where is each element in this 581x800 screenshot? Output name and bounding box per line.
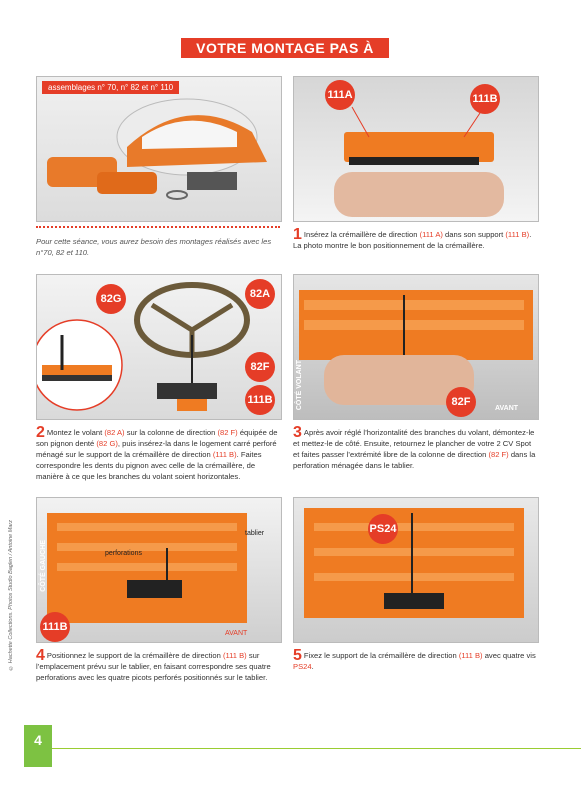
step-1-text-b: dans son support (442, 230, 506, 239)
front-label: AVANT (225, 630, 248, 637)
screws-illustration (294, 498, 538, 642)
photo-step-4 (36, 497, 282, 643)
part-label-82f: 82F (446, 387, 476, 417)
side-label-left: CÔTÉ GAUCHE (40, 540, 47, 592)
session-caption: Pour cette séance, vous aurez besoin des montages réalisés avec les n°70, 82 et 110. (36, 237, 272, 257)
page-banner: VOTRE MONTAGE PAS À PAS (181, 38, 389, 58)
step-1-text-c: . La photo montre le bon positionnement de la crémaillère. (293, 230, 532, 250)
step-5-text (293, 647, 538, 672)
part-label-111b: 111B (40, 612, 70, 642)
photo-credit: © Hachette Collections. Photos Studio Baglen / Antoine Marz (8, 520, 14, 671)
part-label-82a: 82A (245, 279, 275, 309)
step-2-ref-c: (82 G) (96, 439, 118, 448)
step-1-number: 1 (293, 226, 302, 243)
side-label-steering: CÔTÉ VOLANT (296, 360, 303, 411)
step-2-text-e: . Faites correspondre les dents du pignon avec celle de la crémaillère, de manière à ce que les branches du volant soient horizontales. (36, 450, 262, 481)
car-model-illustration (37, 77, 281, 221)
step-2-number: 2 (36, 424, 45, 441)
part-label-111b: 111B (245, 385, 275, 415)
step-5-ref-b: PS24 (293, 662, 312, 671)
step-1-text (293, 226, 538, 251)
tablier-label: tablier (245, 530, 265, 537)
part-label-82g: 82G (96, 284, 126, 314)
page-number: 4 (24, 725, 52, 767)
part-label-111a: 111A (325, 80, 355, 110)
perforations-label: perforations (105, 550, 142, 557)
step-4-text (36, 647, 281, 683)
step-5-text-b: avec quatre vis (482, 651, 536, 660)
step-2-ref-b: (82 F) (217, 428, 238, 437)
step-2-text (36, 424, 281, 482)
step-4-text-a: Positionnez le support de la crémaillère de direction (46, 651, 223, 660)
photo-step-5 (293, 497, 539, 643)
step-2-ref-a: (82 A) (104, 428, 125, 437)
step-2-text-b: sur la colonne de direction (124, 428, 218, 437)
part-label-ps24: PS24 (368, 514, 398, 544)
step-2-ref-d: (111 B) (212, 450, 237, 459)
dotted-separator (36, 226, 280, 228)
step-5-ref-a: (111 B) (458, 651, 483, 660)
step-3-text-a: Après avoir réglé l’horizontalité des branches du volant, démontez-le et mettez-le de côté. Ensuite, retournez le plancher de votre 2 CV Spot et faites passer l’extrémité libre de la colonne de direction (293, 428, 535, 459)
photo-step-3 (293, 274, 539, 420)
step-2-text-c: équipée de son pignon denté (36, 428, 278, 448)
step-4-number: 4 (36, 647, 45, 664)
step-2-text-d: , puis insérez-la dans le logement carré perforé ménagé sur le support de la crémaillère de direction (36, 439, 277, 459)
floor-pan-flip-illustration (294, 275, 538, 419)
part-label-111b: 111B (470, 84, 500, 114)
step-3-text (293, 424, 538, 471)
step-3-text-b: dans la perforation ménagée dans le tablier. (293, 450, 536, 470)
step-5-text-c: . (311, 662, 314, 671)
part-label-82f: 82F (245, 352, 275, 382)
step-1-text-a: Insérez la crémaillère de direction (303, 230, 420, 239)
step-4-ref-a: (111 B) (222, 651, 247, 660)
step-3-ref-a: (82 F) (488, 450, 509, 459)
dashboard-illustration (37, 498, 281, 642)
step-1-ref-a: (111 A) (419, 230, 443, 239)
step-3-number: 3 (293, 424, 302, 441)
step-5-text-a: Fixez le support de la crémaillère de direction (303, 651, 459, 660)
step-5-number: 5 (293, 647, 302, 664)
assemblies-tag: assemblages n° 70, n° 82 et n° 110 (42, 81, 179, 94)
footer-line (52, 748, 581, 749)
photo-assemblies (36, 76, 282, 222)
front-label: AVANT (495, 405, 519, 412)
step-2-text-a: Montez le volant (46, 428, 105, 437)
step-1-ref-b: (111 B) (505, 230, 530, 239)
step-4-text-b: sur l’emplacement prévu sur le tablier, en faisant correspondre ses quatre perforations avec les quatre picots perforés positionnés sur le tablier. (36, 651, 271, 682)
